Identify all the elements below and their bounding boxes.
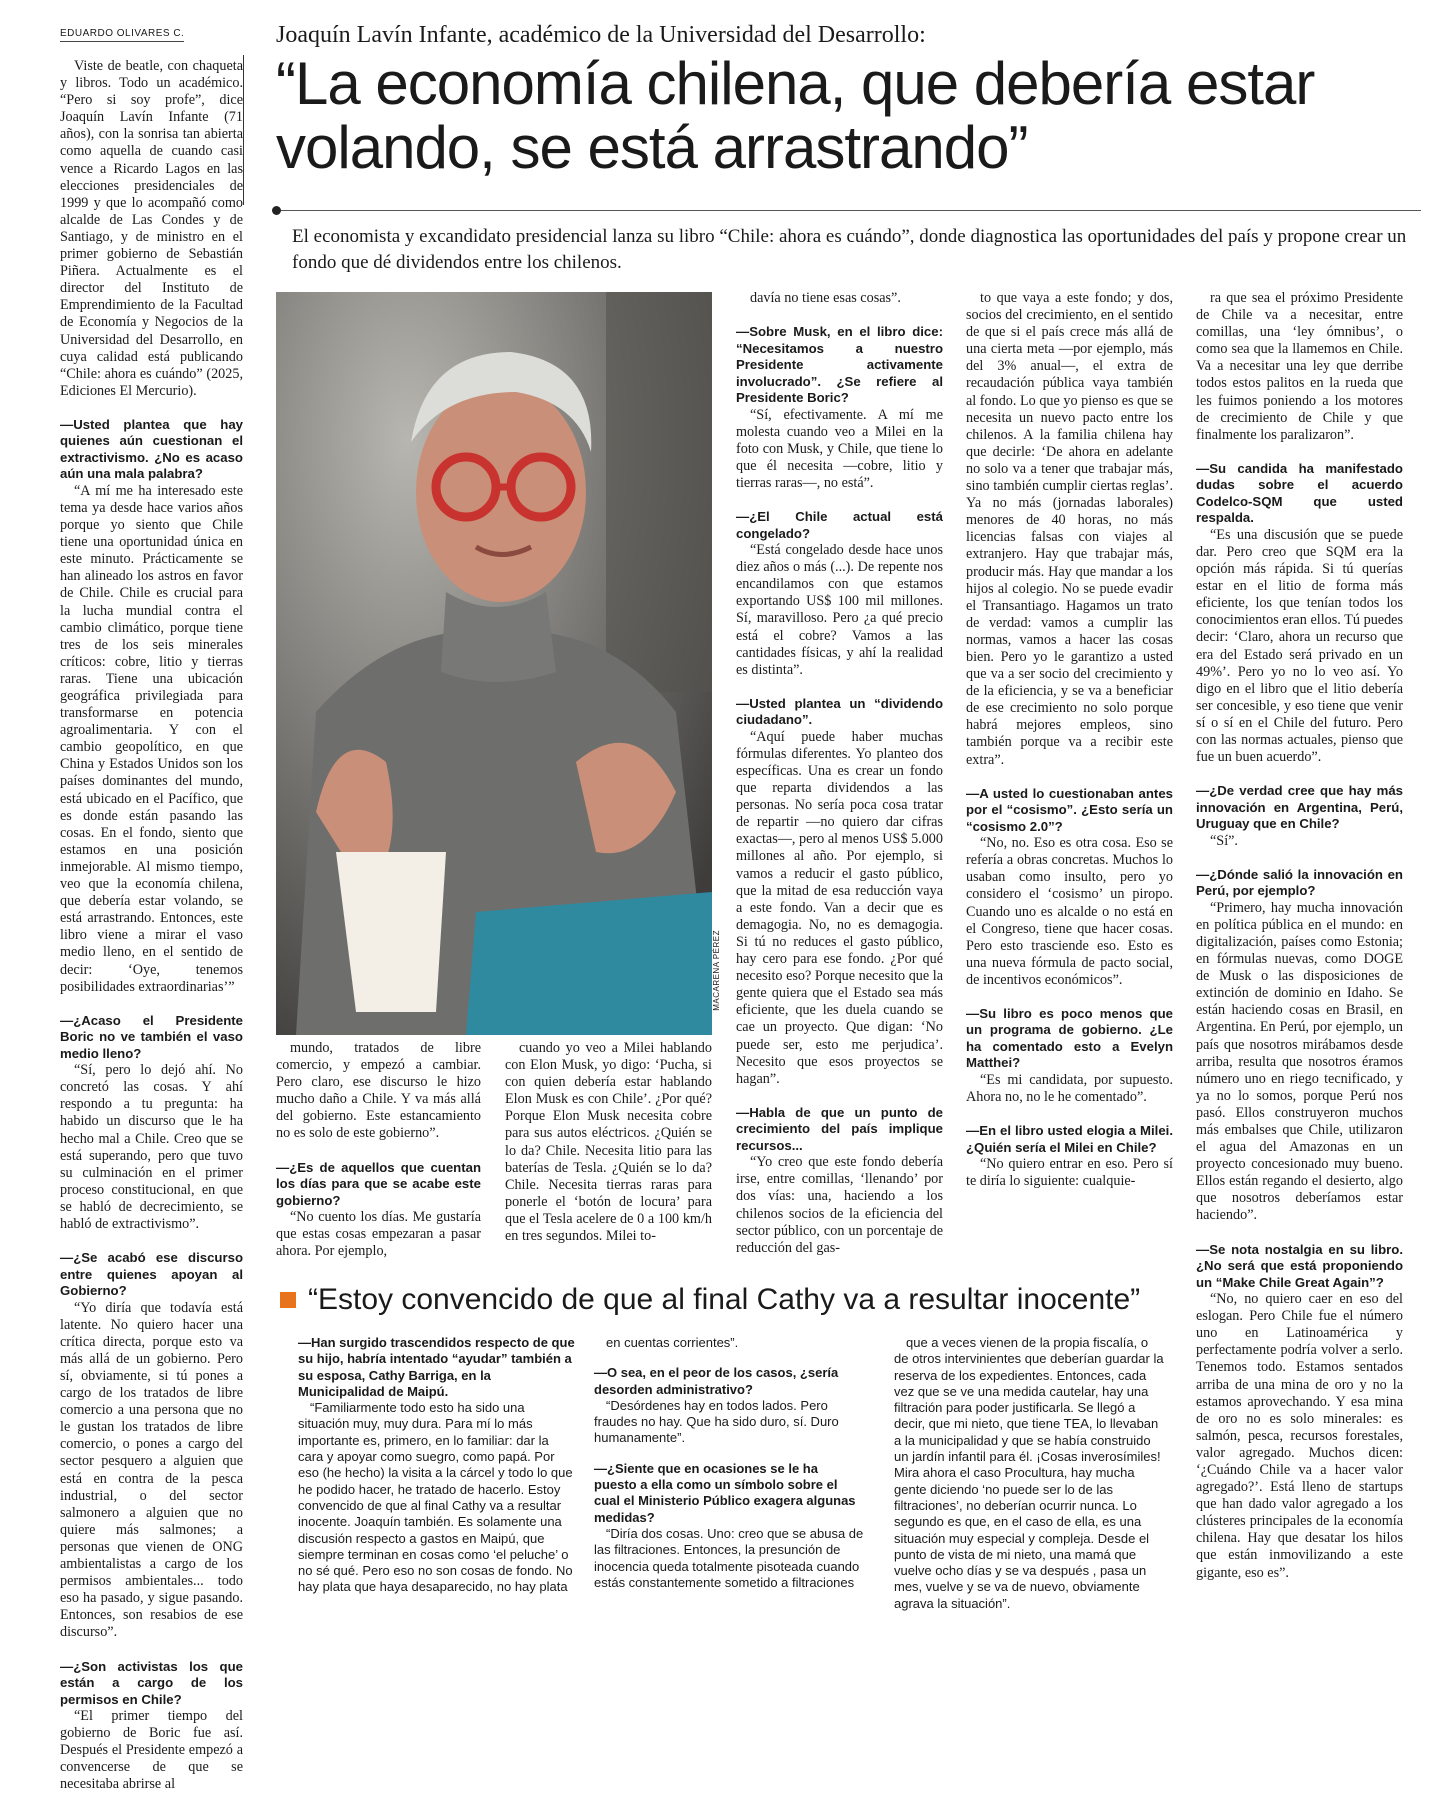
orange-square-icon [280, 1292, 296, 1308]
interview-question: —¿De verdad cree que hay más innovación en Argentina, Perú, Uruguay que en Chile? [1196, 783, 1403, 832]
byline: EDUARDO OLIVARES C. [60, 28, 184, 42]
interview-question: —¿Se acabó ese discurso entre quienes apoyan al Gobierno? [60, 1250, 243, 1299]
paragraph: “Diría dos cosas. Uno: creo que se abusa de las filtraciones. Entonces, la presunción de inocencia queda totalmente pisoteada cuando estás constantemente sometido a filtraciones [594, 1525, 864, 1590]
bullet-dot [272, 206, 281, 215]
interview-question: —Usted plantea que hay quienes aún cuestionan el extractivismo. ¿No es acaso aún una mala palabra? [60, 416, 243, 482]
portrait-photo [276, 292, 712, 1035]
paragraph: “Primero, hay mucha innovación en política pública en el mundo: en digitalización, países como Estonia; en fórmulas nuevas, como DOGE de Musk o las disposiciones de extinción de dominio en Idaho. Se están haciendo cosas en Brasil, en Argentina. En Perú, por ejemplo, un país que nosotros mirábamos desde arriba, resulta que nosotros éramos número uno en riego tecnificado, y ya no lo somos, porque Perú nos pasó. Ellos construyeron muchos más embalses que Chile, utilizaron el agua del Amazonas en un proyecto concesionado muy bueno. Ellos están regando el desierto, algo que nosotros deberíamos estar haciendo”. [1196, 899, 1403, 1224]
interview-question: —Han surgido trascendidos respecto de que su hijo, habría intentado “ayudar” también a su esposa, Cathy Barriga, en la Municipalidad de Maipú. [298, 1335, 575, 1399]
paragraph: Viste de beatle, con chaqueta y libros. Todo un académico. “Pero si soy profe”, dice Joaquín Lavín Infante (71 años), con la sonrisa tan abierta como aquella de cuando casi vence a Ricardo Lagos en las elecciones presidenciales de 1999 y que lo acompañó como alcalde de Las Condes y de Santiago, y de ministro en el primer gobierno de Sebastián Piñera. Actualmente es el director del Instituto de Emprendimiento de la Facultad de Economía y Negocios de la Universidad del Desarrollo, en cuya calidad está publicando “Chile: ahora es cuándo” (2025, Ediciones El Mercurio). [60, 58, 243, 399]
paragraph: “Es mi candidata, por supuesto. Ahora no, no le he comentado”. [966, 1071, 1173, 1106]
paragraph: davía no tiene esas cosas”. [750, 290, 901, 306]
paragraph: “El primer tiempo del gobierno de Boric fue así. Después el Presidente empezó a convencerse de que se necesitaba abrirse al [60, 1708, 243, 1793]
paragraph: “Desórdenes hay en todos lados. Pero fraudes no hay. Que ha sido duro, sí. Duro humanamente”. [594, 1397, 839, 1446]
interview-question: —Sobre Musk, en el libro dice: “Necesitamos a nuestro Presidente activamente involucrado”. ¿Se refiere al Presidente Boric? [736, 324, 943, 406]
column-3 [736, 290, 943, 1274]
column-1 [60, 58, 243, 1810]
paragraph: que a veces vienen de la propia fiscalía, o de otros intervinientes que deberían guardar la reserva de los expedientes. Entonces, cada vez que se ve una medida cautelar, hay una filtración para poder justificarla. Se llegó a decir, que mi nieto, que tiene TEA, lo llevaban a la municipalidad y que se había construido un jardín infantil para él. ¡Cosas inverosímiles! Mira ahora el caso Procultura, hay mucha gente diciendo ‘no puede ser lo de las filtraciones’, no deberían ocurrir nunca. Lo segundo es que, en el caso de ella, es una situación muy especial y compleja. Desde el punto de vista de mi nieto, una mamá que vuelve ocho días y se va después , pasa un mes, vuelve y se va de nuevo, obviamente agrava la situación”. [894, 1335, 1164, 1611]
interview-question: —Su libro es poco menos que un programa de gobierno. ¿Le ha comentado esto a Evelyn Matthei? [966, 1005, 1173, 1071]
paragraph: “Aquí puede haber muchas fórmulas diferentes. Yo planteo dos específicas. Una es crear un fondo que reparta dividendos a las personas. No sería poca cosa tratar de repartir —no quiero dar cifras exactas—, pero al menos US$ 5.000 millones al año. Por ejemplo, si vamos a reducir el gasto público, que la mitad de esa reducción vaya a este fondo. Van a decir que es demagogia. No, no es demagogia. Si tú no reduces el gasto público, hay cero para ese fondo. ¿Por qué necesito eso? Porque necesito que la gente quiera que el Estado sea más eficiente, que les duela cuando se cae un proyecto. Que digan: ‘No puede ser, esto me perjudica’. Necesito que esos proyectos se hagan”. [736, 728, 943, 1087]
paragraph: “Familiarmente todo esto ha sido una situación muy, muy dura. Para mí lo más importante es, primero, en lo familiar: dar la cara y apoyar como suegro, como papá. Por eso (he hecho) la visita a la cárcel y todo lo que he podido hacer, he tratado de hacerlo. Estoy convencido de que al final Cathy va a resultar inocente. Joaquín también. Es solamente una discusión respecto a gastos en Maipú, que siempre terminan en cosas como ‘el peluche’ o no sé qué. Pero eso no son cosas de fondo. No hay plata que haya desaparecido, no hay plata [298, 1400, 573, 1595]
paragraph: “Sí, efectivamente. A mí me molesta cuando veo a Milei en la foto con Musk, y Chile, que tiene lo que él necesita —cobre, litio y tierras raras—, no está”. [736, 406, 943, 491]
paragraph: “Está congelado desde hace unos diez años o más (...). De repente nos encandilamos con que estamos exportando US$ 100 mil millones. Sí, maravilloso. Pero ¿a qué precio está el cobre? Vamos a las cantidades físicas, y ahí la realidad es distinta”. [736, 542, 943, 678]
interview-question: —O sea, en el peor de los casos, ¿sería desorden administrativo? [594, 1365, 839, 1397]
interview-question: —¿Acaso el Presidente Boric no ve también el vaso medio lleno? [60, 1012, 243, 1061]
paragraph: mundo, tratados de libre comercio, y empezó a cambiar. Pero claro, ese discurso le hizo mucho daño a Chile. Y va más allá del gobierno. Este estancamiento no es solo de este gobierno”. [276, 1040, 481, 1142]
photo-illustration [276, 292, 712, 1035]
paragraph: “Es una discusión que se puede dar. Pero creo que SQM era la opción más rápida. Si tú querías estar en el litio de forma más eficiente, los que tenían todos los conocimientos eran ellos. Tú puedes decir: ‘Claro, ahora un recurso que era del Estado será privado en un 49%’. Pero yo no lo veo así. Yo digo en el libro que el litio debería ser concesible, y eso tiene que venir sí o sí en el Chile del futuro. Pero con las normas actuales, pienso que fue un buen acuerdo”. [1196, 526, 1403, 766]
column-rule [243, 55, 244, 205]
paragraph: “Sí”. [1210, 832, 1238, 849]
paragraph: “Yo creo que este fondo debería irse, entre comillas, ‘llenando’ por dos vías: una, haciendo a los chilenos socios de la eficiencia del sector público, con un porcentaje de reducción del gas- [736, 1154, 943, 1256]
interview-question: —Se nota nostalgia en su libro. ¿No será que está proponiendo un “Make Chile Great Again”? [1196, 1241, 1403, 1290]
paragraph: to que vaya a este fondo; y dos, socios del crecimiento, en el sentido de que si el país crece más allá de una cierta meta —por ejemplo, más del 3% anual—, el extra de recaudación pública vaya también al fondo. Lo que yo pienso es que se necesita un nuevo pacto entre los chilenos. A la familia chilena hay que decirle: ‘De ahora en adelante no solo va a tener que trabajar más, sino también cumplir ciertas reglas’. Ya no más (jornadas laborales) menores de 40 horas, no más licencias falsas con viajes al extranjero. Hay que trabajar más, producir más. Hay que mandar a los hijos al colegio. No se puede evadir el Transantiago. Hagamos un trato de verdad: vamos a cumplir las normas, vamos a hacer las cosas bien. Pero yo le garantizo a usted que va a ser socio del crecimiento y de la eficiencia, y se va a beneficiar de ese crecimiento no solo porque habrá mejores empleos, sino también porque va a recibir este extra”. [966, 290, 1173, 768]
sidebar-column-3 [894, 1335, 1164, 1626]
paragraph: en cuentas corrientes”. [606, 1335, 739, 1350]
interview-question: —¿El Chile actual está congelado? [736, 509, 943, 541]
paragraph: “No, no. Eso es otra cosa. Eso se refería a obras concretas. Muchos lo usaban como insulto, pero yo considero el ‘cosismo’ un piropo. Cuando uno es alcalde o no está en el Congreso, tiene que hacer cosas. Pero esto trasciende eso. Esto es una nueva fórmula de pacto social, de incentivos económicos”. [966, 835, 1173, 988]
column-4 [966, 290, 1173, 1207]
interview-question: —En el libro usted elogia a Milei. ¿Quién sería el Milei en Chile? [966, 1123, 1173, 1155]
sidebar-column-1 [298, 1335, 576, 1610]
interview-question: —¿Dónde salió la innovación en Perú, por ejemplo? [1196, 866, 1403, 899]
column-2 [276, 1040, 481, 1277]
lead-rule [276, 210, 1421, 211]
lead: El economista y excandidato presidencial lanza su libro “Chile: ahora es cuándo”, donde diagnostica las oportunidades del país y propone crear un fondo que dé dividendos entre los chilenos. [292, 226, 1407, 273]
paragraph: “No cuento los días. Me gustaría que estas cosas empezaran a pasar ahora. Por ejemplo, [276, 1209, 481, 1260]
interview-question: —¿Es de aquellos que cuentan los días para que se acabe este gobierno? [276, 1159, 481, 1208]
kicker: Joaquín Lavín Infante, académico de la Universidad del Desarrollo: [276, 22, 926, 48]
column-5 [1196, 290, 1403, 1599]
paragraph: “A mí me ha interesado este tema ya desde hace varios años porque yo siento que Chile tiene una oportunidad única en este minuto. Prácticamente se han alineado los astros en favor de Chile. Chile es crucial para la lucha mundial contra el cambio climático, porque tiene tres de los seis minerales críticos: cobre, litio y tierras raras. Tiene una ubicación geográfica privilegiada para transformarse en potencia agroalimentaria. Y con el cambio geopolítico, en que China y Estados Unidos son los países dominantes del mundo, está ubicado en el Pacífico, que es donde están pasando las cosas. En el fondo, siento que estamos en una posición inmejorable. Al mismo tiempo, veo que la economía chilena, que debería estar volando, se está arrastrando. Entonces, este libro viene a mirar el vaso medio lleno, en el sentido de decir: ‘Oye, tenemos posibilidades extraordinarias’” [60, 482, 243, 995]
headline: “La economía chilena, que debería estar volando, se está arrastrando” [276, 50, 1315, 181]
sidebar-title-text: “Estoy convencido de que al final Cathy va a resultar inocente” [308, 1283, 1141, 1316]
sidebar-column-2 [594, 1335, 864, 1605]
paragraph: “Yo diría que todavía está latente. No quiero hacer una crítica directa, porque esto va más allá de un gobierno. Pero sí, obviamente, si tú pones a cargo de los tratados de libre comercio a una persona que no le gustan los tratados de libre comercio, o pones a cargo del sector pesquero a alguien que está en contra de la pesca industrial, o del sector salmonero a alguien que no quiere más salmones; a personas que vienen de ONG ambientalistas a cargo de los permisos ambientales... todo eso ha pasado, y sigue pasando. Entonces, son resabios de ese discurso”. [60, 1299, 243, 1641]
interview-question: —A usted lo cuestionaban antes por el “cosismo”. ¿Esto sería un “cosismo 2.0”? [966, 785, 1173, 834]
paragraph: ra que sea el próximo Presidente de Chile va a necesitar, entre comillas, una ‘ley ómnibus’, o como sea que la llamemos en Chile. Va a necesitar una ley que derribe todos estos palitos en la rueda que les fuimos poniendo a los motores de crecimiento de Chile y que finalmente los paralizaron”. [1196, 290, 1403, 443]
photo-credit: MACARENA PÉREZ [712, 930, 721, 1011]
paragraph: “Sí, pero lo dejó ahí. No concretó las cosas. Y ahí respondo a tu pregunta: ha habido un discurso que le ha hecho mal a Chile. Creo que se está superando, pero que tuvo su culminación en el primer proceso constitucional, en que se habló de decrecimiento, se habló de extractivismo”. [60, 1062, 243, 1233]
interview-question: —Usted plantea un “dividendo ciudadano”. [736, 695, 943, 728]
interview-question: —Habla de que un punto de crecimiento del país implique recursos... [736, 1104, 943, 1153]
paragraph: cuando yo veo a Milei hablando con Elon Musk, yo digo: ‘Pucha, si con quien debería estar hablando Elon Musk es con Chile’. ¿Por qué? Porque Elon Musk necesita cobre para sus autos eléctricos. ¿Quién se lo da? Chile. Necesita litio para las baterías de Tesla. ¿Quién se lo da? Chile. Necesita tierras raras para ponerle el ‘botón de locura’ para que el Tesla acelere de 0 a 100 km/h en tres segundos. Milei to- [505, 1040, 712, 1245]
paragraph: “No quiero entrar en eso. Pero sí te diría lo siguiente: cualquie- [966, 1156, 1173, 1190]
interview-question: —¿Son activistas los que están a cargo de los permisos en Chile? [60, 1658, 243, 1707]
interview-question: —¿Siente que en ocasiones se le ha puesto a ella como un símbolo sobre el cual el Ministerio Público exagera algunas medidas? [594, 1460, 856, 1525]
column-3-lower [505, 1040, 712, 1262]
interview-question: —Su candida ha manifestado dudas sobre el acuerdo Codelco-SQM que usted respalda. [1196, 460, 1403, 526]
paragraph: “No, no quiero caer en eso del eslogan. Pero Chile fue el número uno en Latinoamérica y perfectamente podría volver a serlo. Tenemos todo. Estamos sentados arriba de una mina de oro y no la estamos aprovechando. Y esa mina de oro no es solo minerales: es salmón, pesca, recursos forestales, valor agregado. Muchos dicen: ‘¿Cuándo Chile va a hacer valor agregado?’. Está lleno de startups que han dado valor agregado a los clústeres principales de la economía chilena. Hay que desatar los hilos que están inmovilizando a este gigante, eso es”. [1196, 1291, 1403, 1581]
sidebar-title [280, 1283, 1140, 1317]
